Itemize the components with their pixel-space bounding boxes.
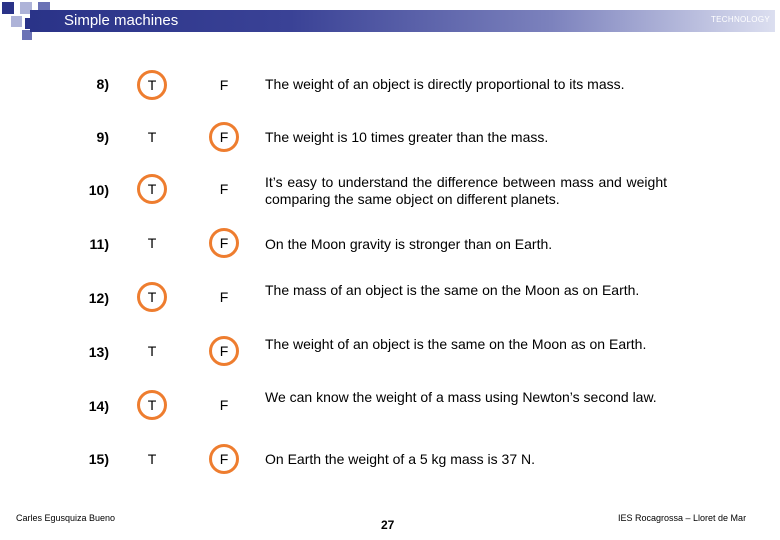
false-option[interactable]: F [219, 397, 229, 413]
false-option[interactable]: F [219, 77, 229, 93]
question-number: 14) [88, 398, 109, 414]
question-number: 10) [88, 182, 109, 198]
question-statement: The mass of an object is the same on the Moon as on Earth. [265, 282, 640, 298]
question-number: 8) [96, 76, 109, 92]
page-number: 27 [381, 518, 395, 532]
question-number: 9) [96, 129, 109, 145]
true-option[interactable]: T [137, 282, 167, 312]
question-statement: We can know the weight of a mass using Newton’s second law. [265, 389, 657, 405]
false-option[interactable]: F [209, 444, 239, 474]
false-option[interactable]: F [209, 228, 239, 258]
true-option[interactable]: T [147, 451, 157, 467]
true-option[interactable]: T [147, 129, 157, 145]
question-number: 11) [89, 236, 109, 252]
decor-square [2, 2, 14, 14]
question-statement: The weight of an object is directly proportional to its mass. [265, 76, 625, 92]
true-option[interactable]: T [137, 174, 167, 204]
true-option[interactable]: T [137, 390, 167, 420]
false-option[interactable]: F [219, 181, 229, 197]
true-option[interactable]: T [137, 70, 167, 100]
author-name: Carles Egusquiza Bueno [16, 513, 116, 523]
question-number: 12) [88, 290, 109, 306]
question-statement: The weight of an object is the same on the Moon as on Earth. [265, 336, 647, 352]
question-statement: The weight is 10 times greater than the mass. [265, 129, 549, 145]
false-option[interactable]: F [209, 122, 239, 152]
subject-tag: TECHNOLOGY [710, 15, 770, 24]
slide-title: Simple machines [64, 12, 179, 29]
school-name: IES Rocagrossa – Lloret de Mar [618, 513, 747, 523]
question-statement: On Earth the weight of a 5 kg mass is 37 N. [265, 451, 536, 467]
question-statement: It’s easy to understand the difference between mass and weight comparing the same object on different planets. [265, 174, 667, 207]
question-number: 15) [88, 451, 109, 467]
question-number: 13) [88, 344, 109, 360]
question-statement: On the Moon gravity is stronger than on Earth. [265, 236, 553, 252]
true-option[interactable]: T [147, 235, 157, 251]
false-option[interactable]: F [219, 289, 229, 305]
decor-square [11, 16, 22, 27]
true-option[interactable]: T [147, 343, 157, 359]
false-option[interactable]: F [209, 336, 239, 366]
